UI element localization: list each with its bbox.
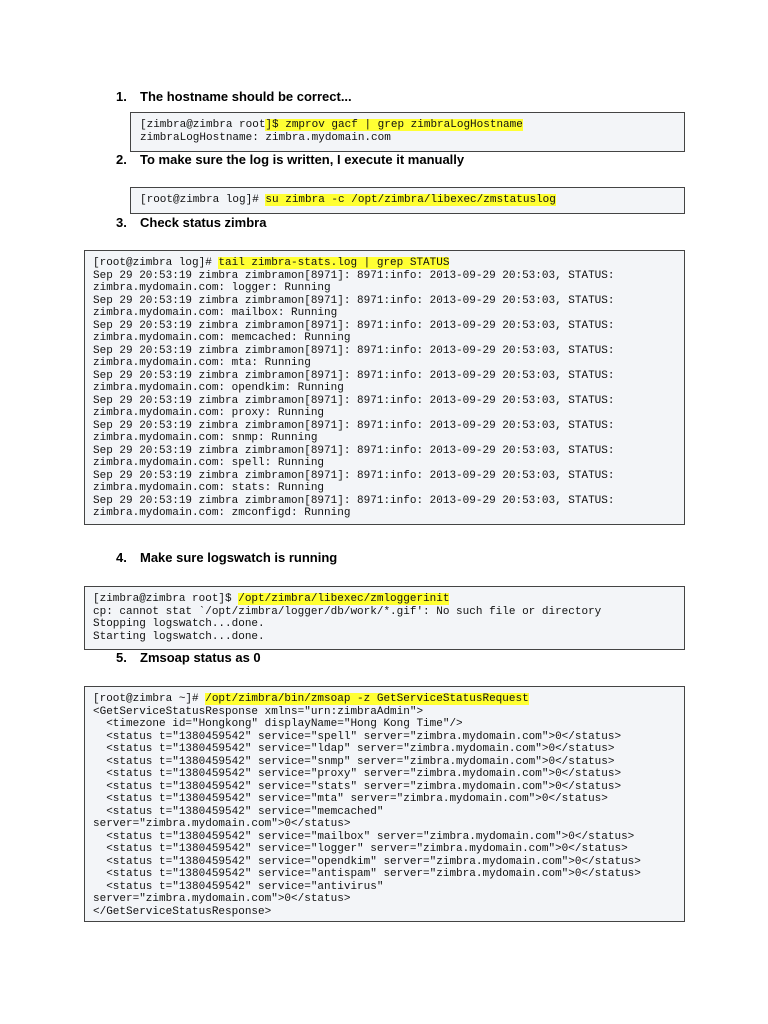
code-block-zimbra-status xyxy=(84,250,685,525)
output-line: zimbra.mydomain.com: mailbox: Running xyxy=(93,307,338,319)
output-line: Sep 29 20:53:19 zimbra zimbramon[8971]: 8971:info: 2013-09-29 20:53:03, STATUS: xyxy=(93,344,615,357)
step-title: Make sure logswatch is running xyxy=(140,550,338,565)
shell-prompt: [root@zimbra log]# xyxy=(93,257,219,269)
code-block-logswatch xyxy=(84,586,685,650)
output-line: <status t="1380459542" service="ldap" server="zimbra.mydomain.com">0</status> xyxy=(93,743,615,755)
output-line: Stopping logswatch...done. xyxy=(93,618,265,630)
highlighted-command: su zimbra -c /opt/zimbra/libexec/zmstatuslog xyxy=(265,194,556,206)
output-line: <timezone id="Hongkong" displayName="Hong Kong Time"/> xyxy=(93,718,463,730)
output-line: zimbra.mydomain.com: stats: Running xyxy=(93,482,325,494)
output-line: <status t="1380459542" service="mta" server="zimbra.mydomain.com">0</status> xyxy=(93,793,608,805)
step-1-heading xyxy=(116,89,352,104)
code-block-statuslog xyxy=(130,187,685,214)
output-line: Sep 29 20:53:19 zimbra zimbramon[8971]: 8971:info: 2013-09-29 20:53:03, STATUS: xyxy=(93,394,615,407)
command-line xyxy=(140,194,675,207)
step-title: Check status zimbra xyxy=(140,215,267,230)
output-line: Sep 29 20:53:19 zimbra zimbramon[8971]: 8971:info: 2013-09-29 20:53:03, STATUS: xyxy=(93,319,615,332)
step-title: To make sure the log is written, I execute it manually xyxy=(140,152,465,167)
command-line xyxy=(93,257,676,270)
step-4-heading xyxy=(116,550,337,565)
code-block-hostname xyxy=(130,112,685,152)
output-line: Sep 29 20:53:19 zimbra zimbramon[8971]: 8971:info: 2013-09-29 20:53:03, STATUS: xyxy=(93,369,615,382)
output-line: zimbra.mydomain.com: memcached: Running xyxy=(93,332,351,344)
output-line: zimbra.mydomain.com: opendkim: Running xyxy=(93,382,344,394)
output-line: Sep 29 20:53:19 zimbra zimbramon[8971]: 8971:info: 2013-09-29 20:53:03, STATUS: xyxy=(93,269,615,282)
step-title: The hostname should be correct... xyxy=(140,89,352,104)
output-line: <status t="1380459542" service="proxy" server="zimbra.mydomain.com">0</status> xyxy=(93,768,622,780)
output-line: </GetServiceStatusResponse> xyxy=(93,905,272,918)
output-line: zimbraLogHostname: zimbra.mydomain.com xyxy=(140,131,391,144)
output-line: zimbra.mydomain.com: snmp: Running xyxy=(93,432,318,444)
step-number: 5. xyxy=(116,650,127,665)
output-line: <status t="1380459542" service="spell" server="zimbra.mydomain.com">0</status> xyxy=(93,730,622,743)
output-line: <status t="1380459542" service="stats" server="zimbra.mydomain.com">0</status> xyxy=(93,780,622,793)
highlighted-command: ]$ zmprov gacf | grep zimbraLogHostname xyxy=(265,119,523,131)
code-block-zmsoap xyxy=(84,686,685,922)
shell-prompt: [zimbra@zimbra root]$ xyxy=(93,593,239,605)
output-line: Sep 29 20:53:19 zimbra zimbramon[8971]: 8971:info: 2013-09-29 20:53:03, STATUS: xyxy=(93,419,615,432)
step-title: Zmsoap status as 0 xyxy=(140,650,261,665)
output-line: server="zimbra.mydomain.com">0</status> xyxy=(93,893,351,905)
shell-prompt: [root@zimbra ~]# xyxy=(93,693,206,705)
shell-prompt: [root@zimbra log]# xyxy=(140,194,266,206)
shell-prompt: [zimbra@zimbra root xyxy=(140,119,266,131)
output-line: zimbra.mydomain.com: spell: Running xyxy=(93,457,325,469)
command-line xyxy=(93,593,676,606)
output-line: Sep 29 20:53:19 zimbra zimbramon[8971]: 8971:info: 2013-09-29 20:53:03, STATUS: xyxy=(93,494,615,507)
command-line xyxy=(140,119,675,132)
output-line: zimbra.mydomain.com: logger: Running xyxy=(93,282,331,294)
output-line: <status t="1380459542" service="antivirus" xyxy=(93,880,384,893)
output-line: <status t="1380459542" service="logger" server="zimbra.mydomain.com">0</status> xyxy=(93,843,628,855)
output-line: zimbra.mydomain.com: zmconfigd: Running xyxy=(93,507,351,519)
output-line: <status t="1380459542" service="memcached" xyxy=(93,805,384,818)
highlighted-command: tail zimbra-stats.log | grep STATUS xyxy=(218,257,450,269)
output-line: <GetServiceStatusResponse xmlns="urn:zimbraAdmin"> xyxy=(93,705,424,718)
step-number: 1. xyxy=(116,89,127,104)
output-line: Sep 29 20:53:19 zimbra zimbramon[8971]: 8971:info: 2013-09-29 20:53:03, STATUS: xyxy=(93,444,615,457)
output-line: <status t="1380459542" service="snmp" server="zimbra.mydomain.com">0</status> xyxy=(93,755,615,768)
step-2-heading xyxy=(116,152,464,167)
output-line: <status t="1380459542" service="antispam" server="zimbra.mydomain.com">0</status> xyxy=(93,868,641,880)
output-line: <status t="1380459542" service="opendkim" server="zimbra.mydomain.com">0</status> xyxy=(93,855,641,868)
output-line: zimbra.mydomain.com: mta: Running xyxy=(93,357,311,369)
output-line: server="zimbra.mydomain.com">0</status> xyxy=(93,818,351,830)
step-3-heading xyxy=(116,215,266,230)
output-line: Sep 29 20:53:19 zimbra zimbramon[8971]: 8971:info: 2013-09-29 20:53:03, STATUS: xyxy=(93,294,615,307)
output-line: zimbra.mydomain.com: proxy: Running xyxy=(93,407,325,419)
step-number: 4. xyxy=(116,550,127,565)
step-number: 3. xyxy=(116,215,127,230)
output-line: cp: cannot stat `/opt/zimbra/logger/db/work/*.gif': No such file or directory xyxy=(93,605,602,618)
output-line: Starting logswatch...done. xyxy=(93,630,265,643)
command-line xyxy=(93,693,676,706)
highlighted-command: /opt/zimbra/bin/zmsoap -z GetServiceStatusRequest xyxy=(205,693,529,705)
highlighted-command: /opt/zimbra/libexec/zmloggerinit xyxy=(238,593,450,605)
output-line: Sep 29 20:53:19 zimbra zimbramon[8971]: 8971:info: 2013-09-29 20:53:03, STATUS: xyxy=(93,469,615,482)
output-line: <status t="1380459542" service="mailbox" server="zimbra.mydomain.com">0</status> xyxy=(93,830,635,843)
step-number: 2. xyxy=(116,152,127,167)
step-5-heading xyxy=(116,650,261,665)
